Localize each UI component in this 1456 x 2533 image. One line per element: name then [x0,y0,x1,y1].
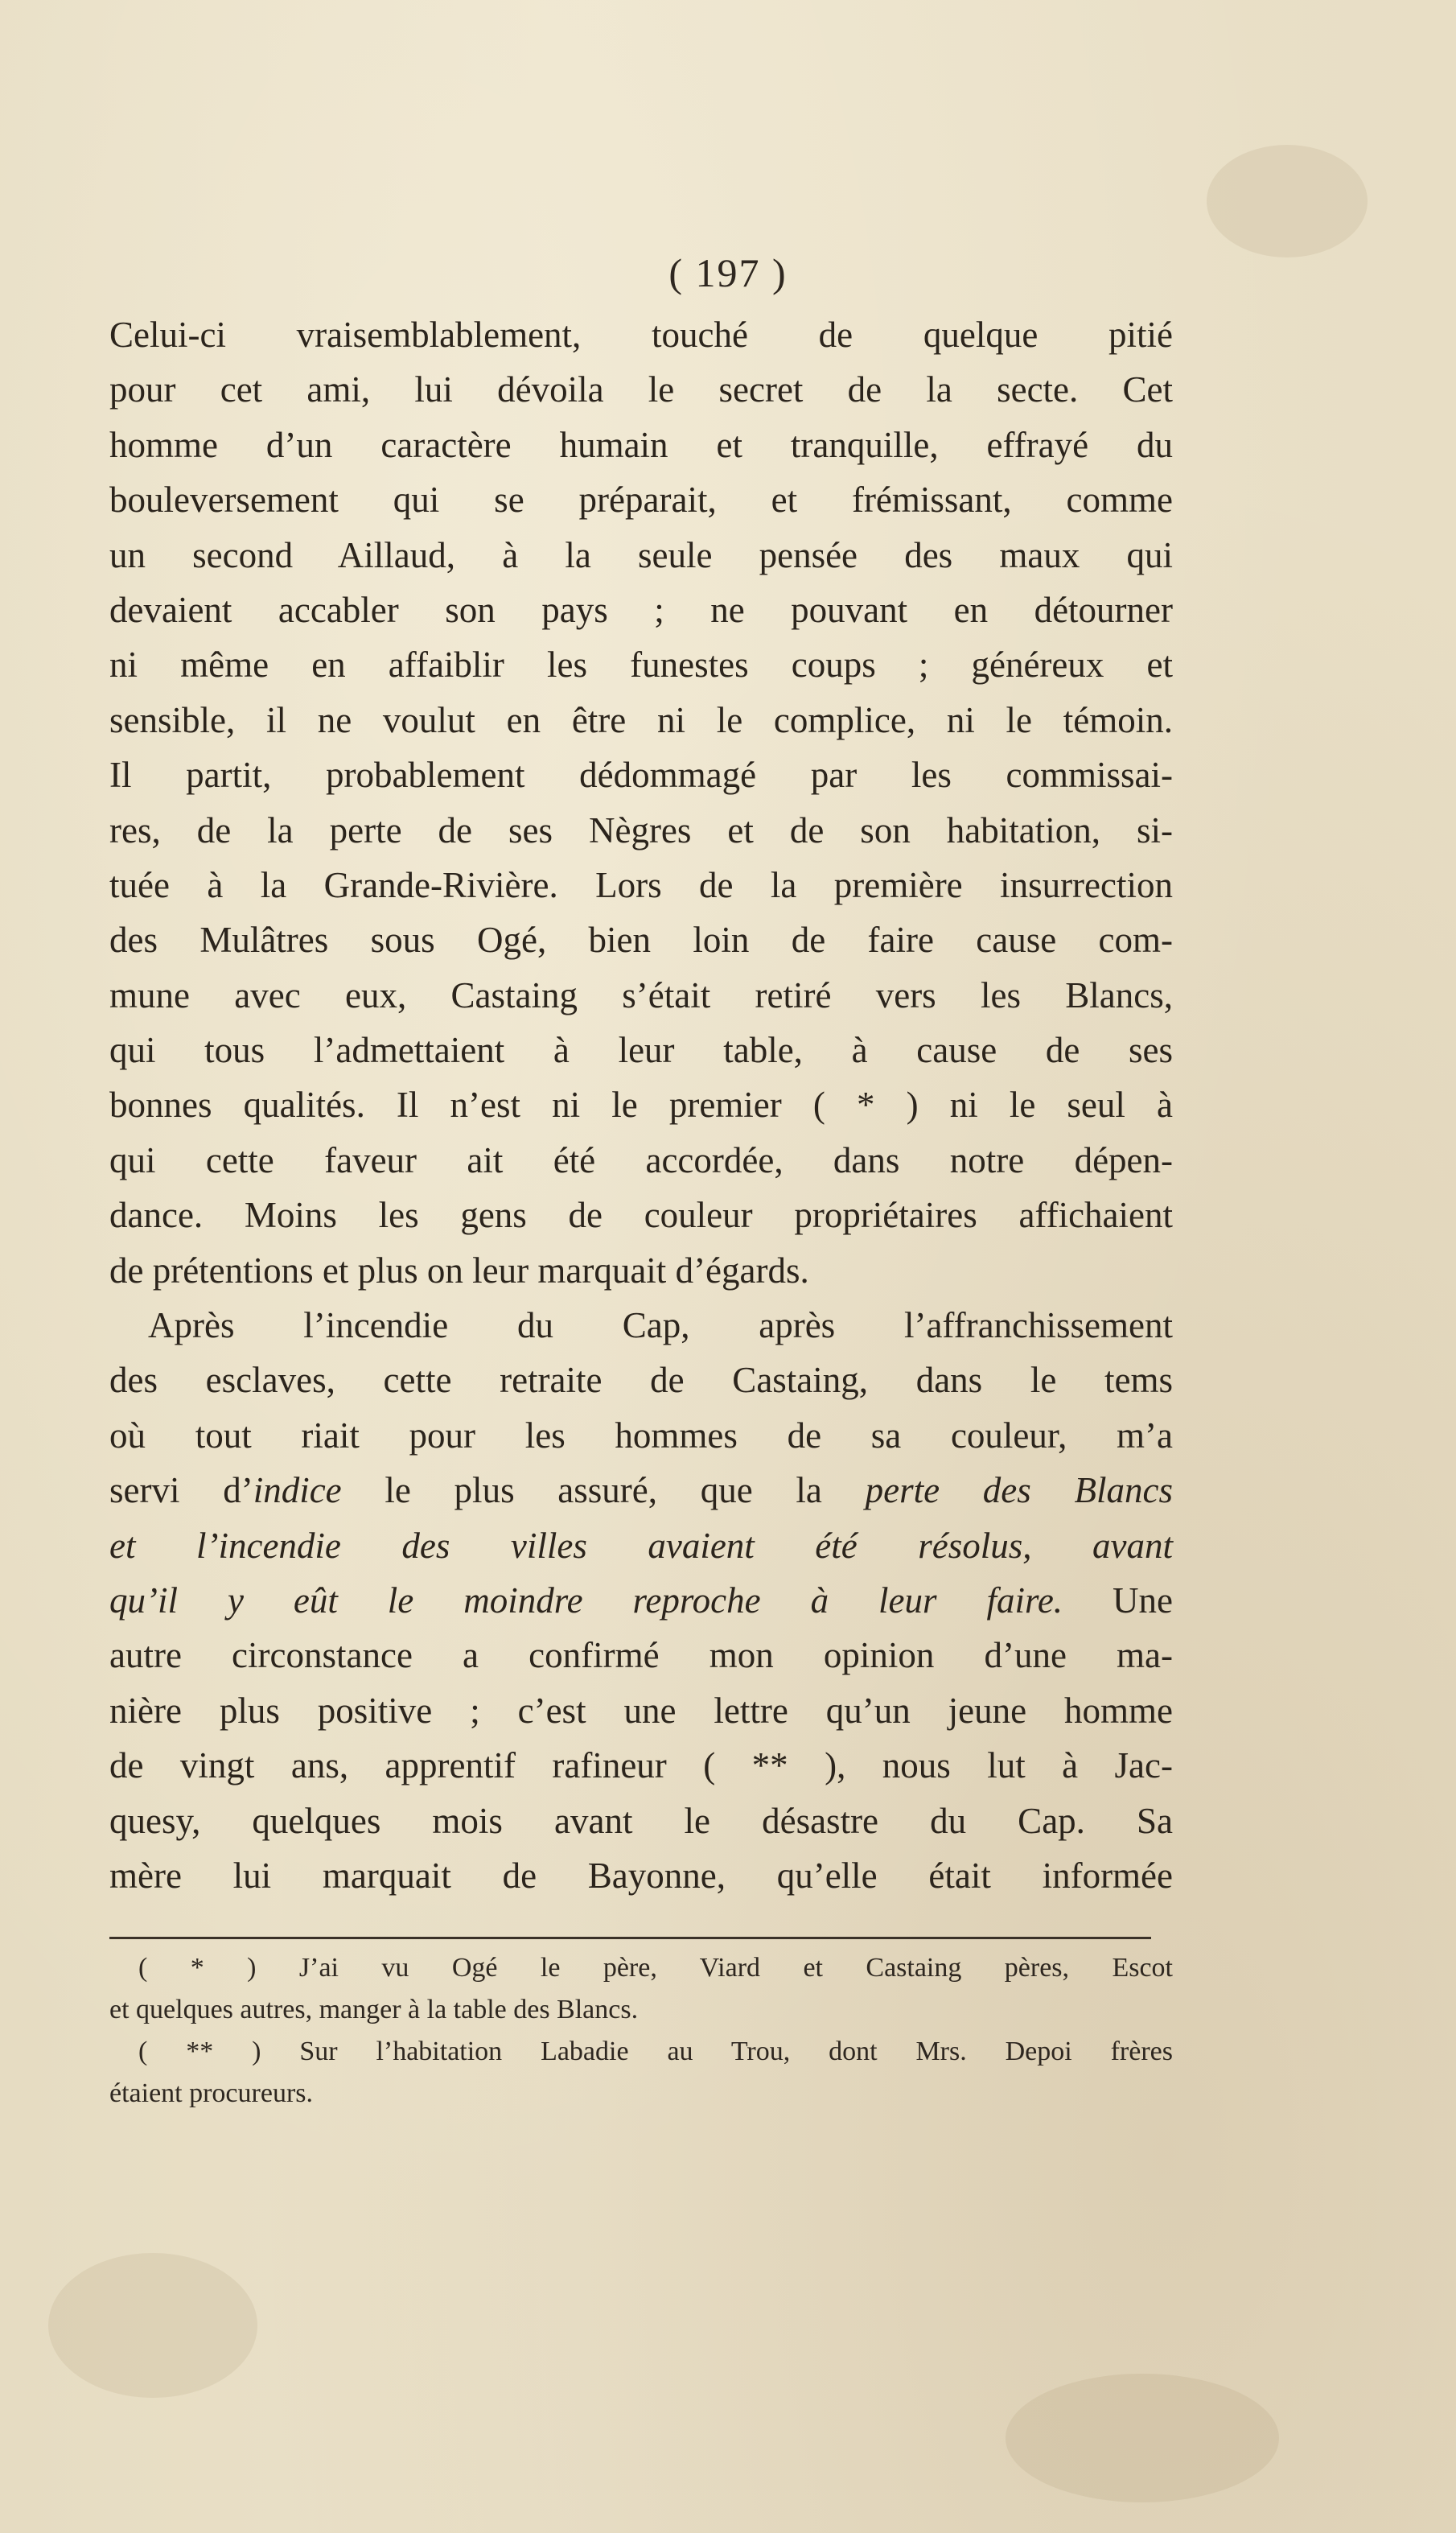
text-line: ni même en affaiblir les funestes coups ; généreux et [109,645,1173,686]
text-line: qui cette faveur ait été accordée, dans notre dépen- [109,1139,1173,1180]
text-line: où tout riait pour les hommes de sa couleur, m’a [109,1415,1173,1456]
footnote-line: ( ** ) Sur l’habitation Labadie au Trou, dont Mrs. Depoi frères [138,2037,1173,2066]
footnote-line: ( * ) J’ai vu Ogé le père, Viard et Castaing pères, Escot [138,1953,1173,1983]
paper-stain [48,2253,257,2398]
footnote-divider [109,1937,1151,1939]
text-line: qui tous l’admettaient à leur table, à cause de ses [109,1030,1173,1071]
body-text [109,307,1173,1903]
text-line: tuée à la Grande-Rivière. Lors de la première insurrection [109,864,1173,905]
text-run: Une [1063,1580,1173,1621]
text-line: de prétentions et plus on leur marquait d’égards. [109,1250,809,1291]
footnote-line: et quelques autres, manger à la table des Blancs. [109,1995,639,2024]
text-line: homme d’un caractère humain et tranquille, effrayé du [109,424,1173,465]
text-line: des esclaves, cette retraite de Castaing, dans le tems [109,1360,1173,1401]
paper-stain [1006,2374,1279,2502]
footnotes [109,1947,1173,2115]
footnote-line: étaient procureurs. [109,2078,313,2108]
text-line: mère lui marquait de Bayonne, qu’elle était informée [109,1855,1173,1896]
text-line: un second Aillaud, à la seule pensée des maux qui [109,534,1173,575]
italic-run: indice [253,1470,342,1511]
text-line: bouleversement qui se préparait, et frémissant, comme [109,480,1173,521]
text-line: nière plus positive ; c’est une lettre qu’un jeune homme [109,1690,1173,1731]
text-line-mixed [109,1463,1173,1518]
text-line: Il partit, probablement dédommagé par les commissai- [109,755,1173,796]
text-line: res, de la perte de ses Nègres et de son habitation, si- [109,809,1173,851]
text-line: dance. Moins les gens de couleur propriétaires affichaient [109,1195,1173,1236]
text-line: Après l’incendie du Cap, après l’affranchissement [148,1305,1173,1346]
italic-run: perte des Blancs [865,1470,1173,1511]
text-run: servi d’ [109,1470,253,1511]
text-line: mune avec eux, Castaing s’était retiré vers les Blancs, [109,974,1173,1015]
text-line: sensible, il ne voulut en être ni le complice, ni le témoin. [109,699,1173,740]
paper-stain [1207,145,1368,257]
text-line: Celui-ci vraisemblablement, touché de quelque pitié [109,315,1173,355]
italic-run: qu’il y eût le moindre reproche à leur faire. [109,1580,1063,1621]
page-number: ( 197 ) [668,250,788,295]
text-line: devaient accabler son pays ; ne pouvant en détourner [109,589,1173,630]
text-line: quesy, quelques mois avant le désastre du Cap. Sa [109,1800,1173,1841]
text-line: bonnes qualités. Il n’est ni le premier ( * ) ni le seul à [109,1085,1173,1126]
text-line-italic: et l’incendie des villes avaient été résolus, avant [109,1525,1173,1566]
text-line: de vingt ans, apprentif rafineur ( ** ), nous lut à Jac- [109,1745,1173,1786]
text-line: des Mulâtres sous Ogé, bien loin de faire cause com- [109,920,1173,961]
text-run: le plus assuré, que la [341,1470,866,1511]
text-line: pour cet ami, lui dévoila le secret de la secte. Cet [109,369,1173,410]
text-line: autre circonstance a confirmé mon opinion d’une ma- [109,1635,1173,1676]
text-line-mixed [109,1573,1173,1628]
